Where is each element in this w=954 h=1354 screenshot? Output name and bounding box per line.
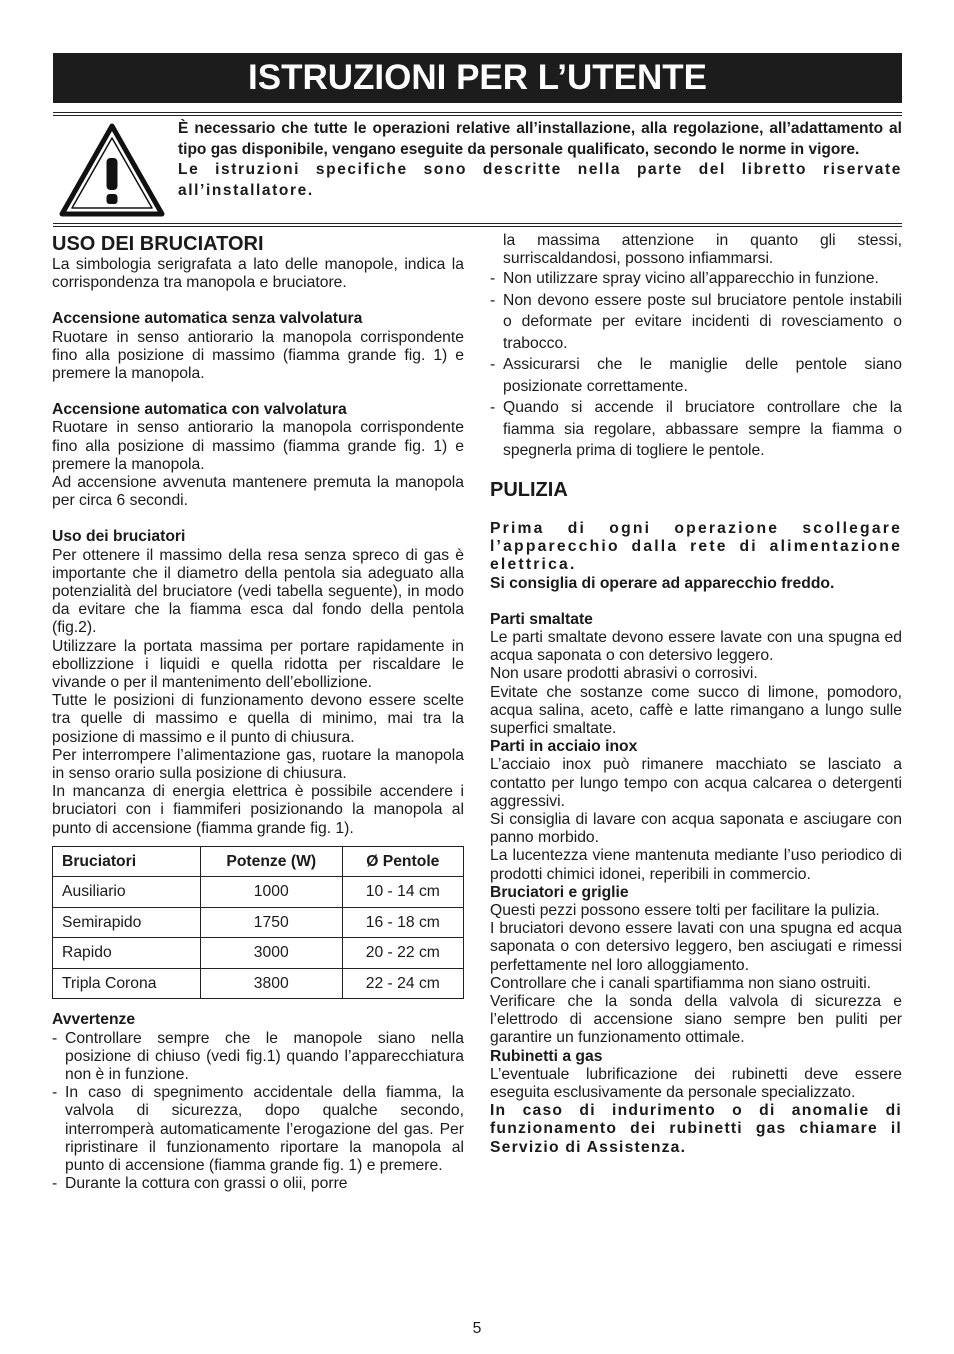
table-cell: 20 - 22 cm [342, 938, 463, 969]
section-heading-cleaning: PULIZIA [490, 478, 568, 501]
page-title: ISTRUZIONI PER L’UTENTE [53, 53, 902, 103]
table-cell: Tripla Corona [53, 968, 201, 999]
subheading-steel: Parti in acciaio inox [490, 738, 638, 756]
auto-valve-text-1: Ruotare in senso antiorario la manopola corrispondente fino alla posizione di massimo (fiamma grande fig. 1) e premere la manopola. [52, 419, 464, 473]
safety-notice-line-1: È necessario che tutte le operazioni relative all’installazione, alla regolazione, all’adattamento al tipo gas disponibile, vengano eseguite da personale qualificato, secondo le norme in vigore. [178, 120, 902, 158]
grills-paragraph: I bruciatori devono essere lavati con una spugna ed acqua saponata o con detersivo leggero, ben asciugati e rimessi perfettamente nel loro alloggiamento. [490, 920, 902, 974]
grills-paragraph: Questi pezzi possono essere tolti per facilitare la pulizia. [490, 901, 880, 919]
table-header: Potenze (W) [200, 846, 342, 877]
usage-paragraph: Tutte le posizioni di funzionamento devono essere scelte tra quelle di massimo e quella di minimo, mai tra la posizione di massimo e il punto di chiusura. [52, 692, 464, 746]
subheading-grills: Bruciatori e griglie [490, 883, 629, 901]
bottom-divider [53, 223, 902, 224]
grills-paragraph: Verificare che la sonda della valvola di sicurezza e l’elettrodo di accensione siano sempre ben puliti per garantire un funzionamento ottimale. [490, 992, 902, 1047]
subheading-auto-valve: Accensione automatica con valvolatura [52, 401, 347, 419]
intro-text: La simbologia serigrafata a lato delle manopole, indica la corrispondenza tra manopola e bruciatore. [52, 256, 464, 292]
usage-paragraph: In mancanza di energia elettrica è possibile accendere i bruciatori con i fiammiferi posizionando la manopola al punto di accensione (fiamma grande fig. 1). [52, 783, 464, 837]
warning-triangle-icon [58, 122, 166, 218]
table-cell: 3800 [200, 968, 342, 999]
page-number: 5 [472, 1320, 482, 1337]
table-cell: 10 - 14 cm [342, 877, 463, 908]
subheading-warnings: Avvertenze [52, 1011, 136, 1029]
steel-paragraph: La lucentezza viene mantenuta mediante l’uso periodico di prodotti chimici idonei, reperibili in commercio. [490, 847, 902, 883]
table-row [53, 938, 464, 969]
table-cell: Rapido [53, 938, 201, 969]
table-cell: 3000 [200, 938, 342, 969]
subheading-enamel: Parti smaltate [490, 610, 593, 628]
grills-paragraph: Controllare che i canali spartifiamma non siano ostruiti. [490, 974, 872, 992]
list-item: - Controllare sempre che le manopole siano nella posizione di chiuso (vedi fig.1) quando l’apparecchiatura non è in funzione. [52, 1030, 464, 1085]
table-cell: 22 - 24 cm [342, 968, 463, 999]
bottom-divider-2 [53, 226, 902, 227]
left-column [52, 232, 464, 1193]
table-cell: 16 - 18 cm [342, 907, 463, 938]
usage-paragraph: Per interrompere l’alimentazione gas, ruotare la manopola in senso orario sulla posizione di chiusura. [52, 746, 464, 783]
warnings-list [52, 1030, 464, 1194]
precautions-list [490, 268, 902, 462]
subheading-taps: Rubinetti a gas [490, 1047, 603, 1065]
safety-notice [178, 119, 902, 201]
enamel-paragraph: Evitate che sostanze come succo di limone, pomodoro, acqua salina, aceto, caffè e latte rimangano a lungo sulle superfici smaltate. [490, 683, 902, 737]
enamel-paragraph: Non usare prodotti abrasivi o corrosivi. [490, 665, 758, 683]
safety-notice-line-2: Le istruzioni specifiche sono descritte nella parte del libretto riservate all’installatore. [178, 161, 902, 199]
table-row [53, 907, 464, 938]
disconnect-warning: Prima di ogni operazione scollegare l’apparecchio dalla rete di alimentazione elettrica. [490, 519, 902, 574]
table-cell: 1000 [200, 877, 342, 908]
service-notice: In caso di indurimento o di anomalie di funzionamento dei rubinetti gas chiamare il Servizio di Assistenza. [490, 1102, 902, 1156]
top-divider-2 [53, 115, 902, 116]
subheading-usage: Uso dei bruciatori [52, 528, 186, 546]
table-cell: Ausiliario [53, 877, 201, 908]
right-column [490, 232, 902, 1157]
table-row [53, 877, 464, 908]
list-item: - Quando si accende il bruciatore controllare che la fiamma sia regolare, abbassare sempre la fiamma o spegnerla prima di togliere le pentole. [490, 397, 902, 462]
usage-paragraph: Utilizzare la portata massima per portare rapidamente in ebollizzione i liquidi e quella ridotta per riscaldare le vivande o per il mantenimento dell’ebollizione. [52, 637, 464, 692]
auto-valve-text-2: Ad accensione avvenuta mantenere premuta la manopola per circa 6 secondi. [52, 474, 464, 510]
enamel-paragraph: Le parti smaltate devono essere lavate con una spugna ed acqua saponata o con detersivo leggero. [490, 628, 902, 665]
list-item: - Assicurarsi che le maniglie delle pentole siano posizionate correttamente. [490, 354, 902, 397]
list-item: - Durante la cottura con grassi o olii, porre [52, 1175, 464, 1193]
taps-paragraph: L’eventuale lubrificazione dei rubinetti deve essere eseguita esclusivamente da personale specializzato. [490, 1065, 902, 1101]
usage-paragraph: Per ottenere il massimo della resa senza spreco di gas è importante che il diametro della pentola sia adeguato alla potenzialità del bruciatore (vedi tabella seguente), in modo da evitare che la fiamma esca dal fondo della pentola (fig.2). [52, 546, 464, 637]
cold-appliance-note: Si consiglia di operare ad apparecchio freddo. [490, 574, 835, 592]
continued-text: la massima attenzione in quanto gli stessi, surriscaldandosi, possono infiammarsi. [503, 232, 902, 268]
table-cell: Semirapido [53, 907, 201, 938]
list-item: - Non devono essere poste sul bruciatore pentole instabili o deformate per evitare incidenti di rovesciamento o trabocco. [490, 290, 902, 355]
table-header: Bruciatori [53, 846, 201, 877]
steel-paragraph: Si consiglia di lavare con acqua saponata e asciugare con panno morbido. [490, 810, 902, 847]
section-heading-burners: USO DEI BRUCIATORI [52, 233, 264, 255]
table-row [53, 968, 464, 999]
table-cell: 1750 [200, 907, 342, 938]
steel-paragraph: L’acciaio inox può rimanere macchiato se lasciato a contatto per lungo tempo con acqua calcarea o detergenti aggressivi. [490, 756, 902, 810]
table-header: Ø Pentole [342, 846, 463, 877]
auto-no-valve-text: Ruotare in senso antiorario la manopola corrispondente fino alla posizione di massimo (fiamma grande fig. 1) e premere la manopola. [52, 328, 464, 383]
subheading-auto-no-valve: Accensione automatica senza valvolatura [52, 310, 363, 328]
list-item: - Non utilizzare spray vicino all’apparecchio in funzione. [490, 268, 902, 290]
top-divider [53, 112, 902, 113]
burner-table [52, 846, 464, 1000]
list-item: - In caso di spegnimento accidentale della fiamma, la valvola di sicurezza, dopo qualche secondo, interromperà automaticamente l’erogazione del gas. Per ripristinare il funzionamento riportare la manopola al punto di accensione (fiamma grande fig. 1) e premere. [52, 1084, 464, 1175]
table-header-row [53, 846, 464, 877]
